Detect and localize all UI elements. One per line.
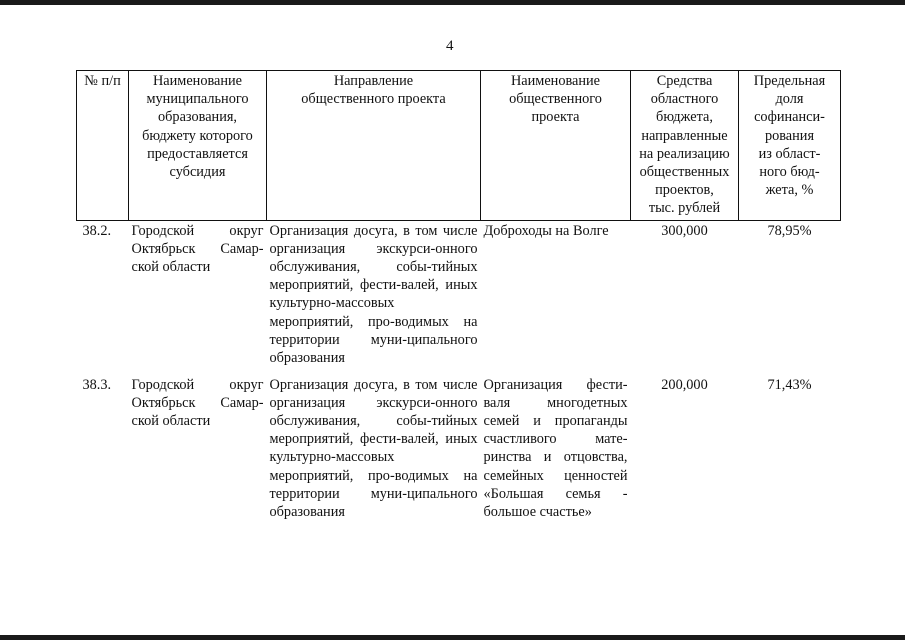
funds-cell: 200,000 <box>661 376 708 393</box>
row-number: 38.2. <box>82 222 112 239</box>
bottom-border-line <box>0 635 905 640</box>
table-row <box>77 220 841 375</box>
table-row <box>77 375 841 522</box>
header-municipality: Наименование муниципального образования, бюджету которого предоставляется субсидия <box>129 71 267 221</box>
header-direction: Направление общественного проекта <box>267 71 481 221</box>
header-num: № п/п <box>77 71 129 221</box>
top-border-line <box>0 0 905 5</box>
table-header-row <box>77 71 841 221</box>
direction-cell: Организация досуга, в том числе организация экскурси-онного обслуживания, собы-тийных мероприятий, фести-валей, иных культурно-массовых мероприятий, про-водимых на территории муни-ципального образования <box>269 376 478 521</box>
share-cell: 71,43% <box>767 376 812 393</box>
share-cell: 78,95% <box>767 222 812 239</box>
project-name-cell: Организация фести-валя многодетных семей и пропаганды счастливого мате-ринства и отцовства, семейных ценностей «Большая семья - большое счастье» <box>483 376 628 521</box>
municipality-cell: Городской округ Октябрьск Самар-ской области <box>131 222 264 276</box>
header-funds: Средства областного бюджета, направленные на реализацию общественных проектов, тыс. рублей <box>631 71 739 221</box>
page-number: 4 <box>446 38 454 54</box>
header-project: Наименование общественного проекта <box>481 71 631 221</box>
project-name-cell: Доброходы на Волге <box>483 222 609 239</box>
municipality-cell: Городской округ Октябрьск Самар-ской области <box>131 376 264 430</box>
subsidy-table <box>76 70 841 521</box>
header-share: Предельная доля софинанси- рования из област- ного бюд- жета, % <box>739 71 841 221</box>
row-number: 38.3. <box>82 376 112 393</box>
direction-cell: Организация досуга, в том числе организация экскурси-онного обслуживания, собы-тийных мероприятий, фести-валей, иных культурно-массовых мероприятий, про-водимых на территории муни-ципального образования <box>269 222 478 367</box>
funds-cell: 300,000 <box>661 222 708 239</box>
